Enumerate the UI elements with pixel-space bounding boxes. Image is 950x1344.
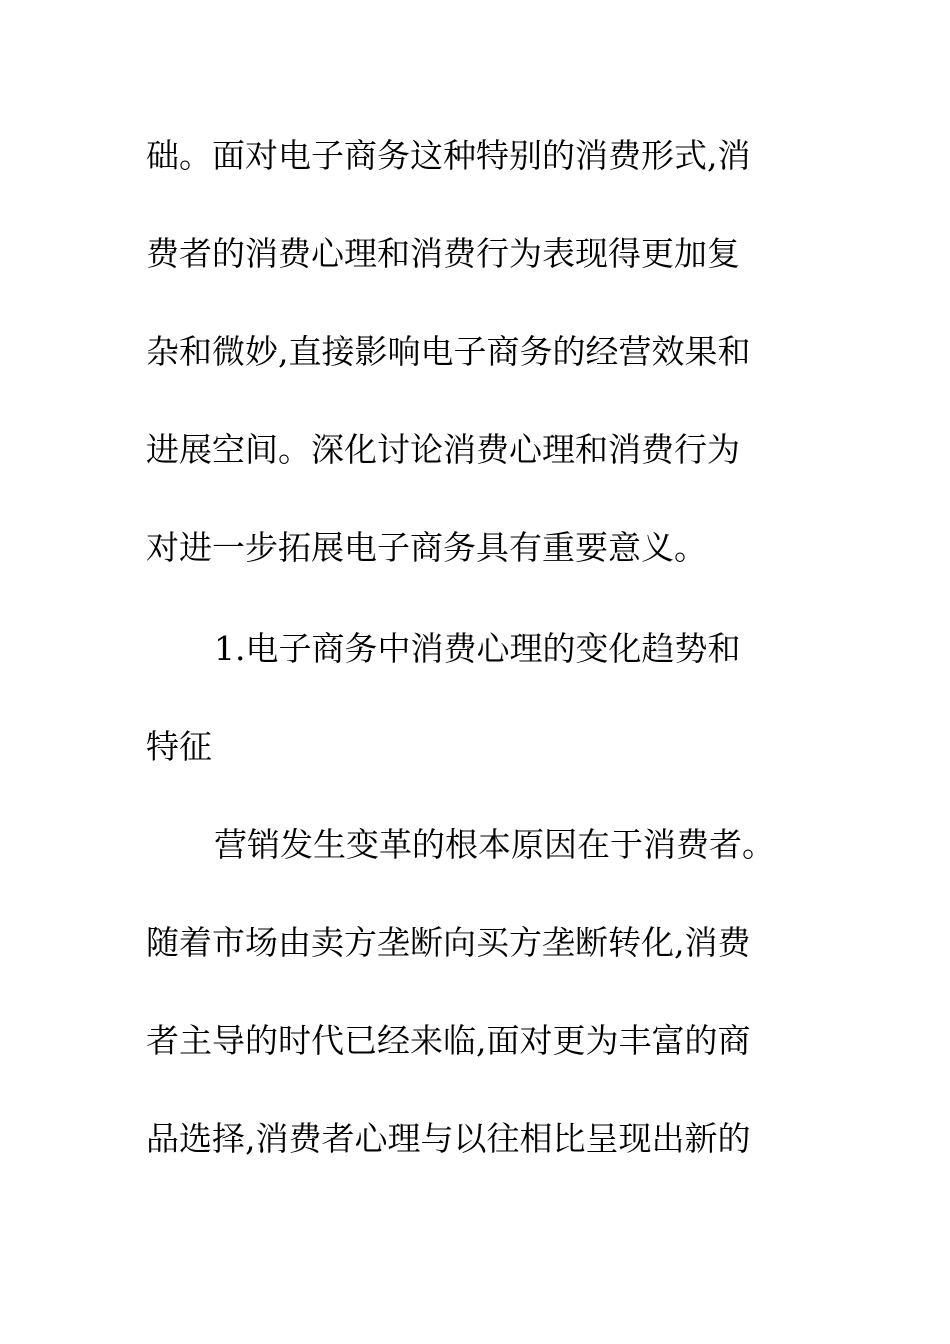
- paragraph-line: 础。面对电子商务这种特别的消费形式,消: [146, 136, 751, 175]
- paragraph-line: 杂和微妙,直接影响电子商务的经营效果和: [146, 332, 751, 371]
- paragraph-line: 进展空间。深化讨论消费心理和消费行为: [146, 430, 740, 469]
- section-heading-line: 1.电子商务中消费心理的变化趋势和: [214, 629, 741, 668]
- paragraph-line: 品选择,消费者心理与以往相比呈现出新的: [146, 1119, 751, 1158]
- paragraph-line: 营销发生变革的根本原因在于消费者。: [214, 825, 775, 864]
- paragraph-line: 费者的消费心理和消费行为表现得更加复: [146, 234, 740, 273]
- paragraph-line: 对进一步拓展电子商务具有重要意义。: [146, 528, 707, 567]
- section-heading-line: 特征: [146, 727, 212, 766]
- paragraph-line: 者主导的时代已经来临,面对更为丰富的商: [146, 1021, 751, 1060]
- paragraph-line: 随着市场由卖方垄断向买方垄断转化,消费: [146, 923, 751, 962]
